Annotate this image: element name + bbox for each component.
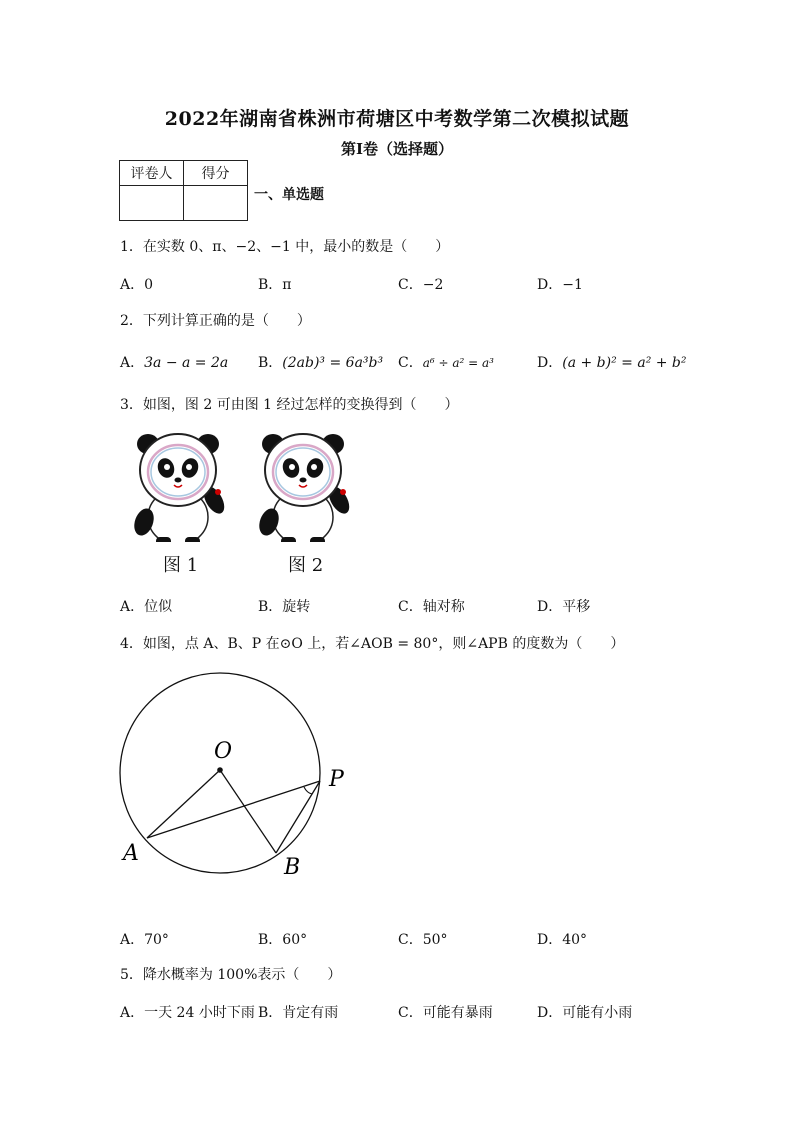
exam-title: 2022年湖南省株洲市荷塘区中考数学第二次模拟试题 bbox=[164, 108, 630, 130]
label-b: B bbox=[284, 855, 301, 880]
segment-oa bbox=[147, 770, 220, 838]
q2-option-b-formula: (2ab)³ = 6a³b³ bbox=[282, 355, 384, 371]
label-p: P bbox=[329, 767, 344, 792]
q2-option-c-formula: a⁶ ÷ a² = a³ bbox=[422, 356, 494, 370]
q5-option-b: B．肯定有雨 bbox=[258, 1005, 339, 1021]
q4-option-d: D．40° bbox=[537, 932, 588, 948]
label-o: O bbox=[214, 739, 233, 764]
question-1-stem: 1．在实数 0、π、−2、−1 中，最小的数是（ ） bbox=[120, 239, 450, 255]
q5-option-c: C．可能有暴雨 bbox=[398, 1005, 493, 1021]
q1-option-d: D．−1 bbox=[537, 277, 583, 293]
q5-option-d: D．可能有小雨 bbox=[537, 1005, 633, 1021]
q4-option-b: B．60° bbox=[258, 932, 308, 948]
q2-option-c-label: C． bbox=[398, 355, 423, 371]
circle-o bbox=[120, 673, 320, 873]
panda-figure-1 bbox=[131, 434, 229, 542]
angle-apb-mark bbox=[304, 787, 312, 794]
circle-figure bbox=[110, 660, 380, 890]
grader-cell bbox=[120, 186, 184, 221]
q2-option-c bbox=[398, 352, 494, 372]
q2-option-d-formula: (a + b)² = a² + b² bbox=[562, 355, 687, 371]
q3-option-b: B．旋转 bbox=[258, 599, 311, 615]
label-a: A bbox=[123, 841, 139, 866]
q4-option-a: A．70° bbox=[120, 932, 169, 948]
panda-figures bbox=[118, 432, 358, 542]
volume-subtitle: 第I卷（选择题） bbox=[340, 140, 454, 158]
question-5-stem: 5．降水概率为 100%表示（ ） bbox=[120, 967, 342, 983]
q3-option-a: A．位似 bbox=[120, 599, 173, 615]
q2-option-b bbox=[258, 352, 383, 372]
q2-option-a-formula: 3a − a = 2a bbox=[144, 355, 229, 371]
question-2-stem: 2．下列计算正确的是（ ） bbox=[120, 313, 311, 329]
score-header: 得分 bbox=[184, 161, 248, 186]
q2-option-d bbox=[537, 352, 687, 372]
q4-option-c: C．50° bbox=[398, 932, 448, 948]
section-heading: 一、单选题 bbox=[254, 187, 324, 203]
segment-pb bbox=[276, 781, 320, 853]
score-table bbox=[119, 160, 248, 221]
figure-1-caption: 图 1 bbox=[163, 555, 199, 576]
figure-2-caption: 图 2 bbox=[288, 555, 324, 576]
panda-figure-2 bbox=[256, 434, 354, 542]
question-4-stem: 4．如图，点 A、B、P 在⊙O 上，若∠AOB = 80°，则∠APB 的度数为（ ） bbox=[120, 636, 625, 652]
grader-header: 评卷人 bbox=[120, 161, 184, 186]
q1-option-b: B．π bbox=[258, 277, 292, 293]
q1-option-a: A．0 bbox=[120, 277, 154, 293]
question-3-stem: 3．如图，图 2 可由图 1 经过怎样的变换得到（ ） bbox=[120, 397, 459, 413]
q5-option-a: A．一天 24 小时下雨 bbox=[120, 1005, 255, 1021]
center-point bbox=[217, 767, 223, 773]
q2-option-a-label: A． bbox=[120, 355, 145, 371]
q3-option-c: C．轴对称 bbox=[398, 599, 465, 615]
q2-option-a bbox=[120, 352, 228, 372]
q3-option-d: D．平移 bbox=[537, 599, 591, 615]
q1-option-c: C．−2 bbox=[398, 277, 444, 293]
q2-option-b-label: B． bbox=[258, 355, 283, 371]
q2-option-d-label: D． bbox=[537, 355, 563, 371]
score-cell bbox=[184, 186, 248, 221]
